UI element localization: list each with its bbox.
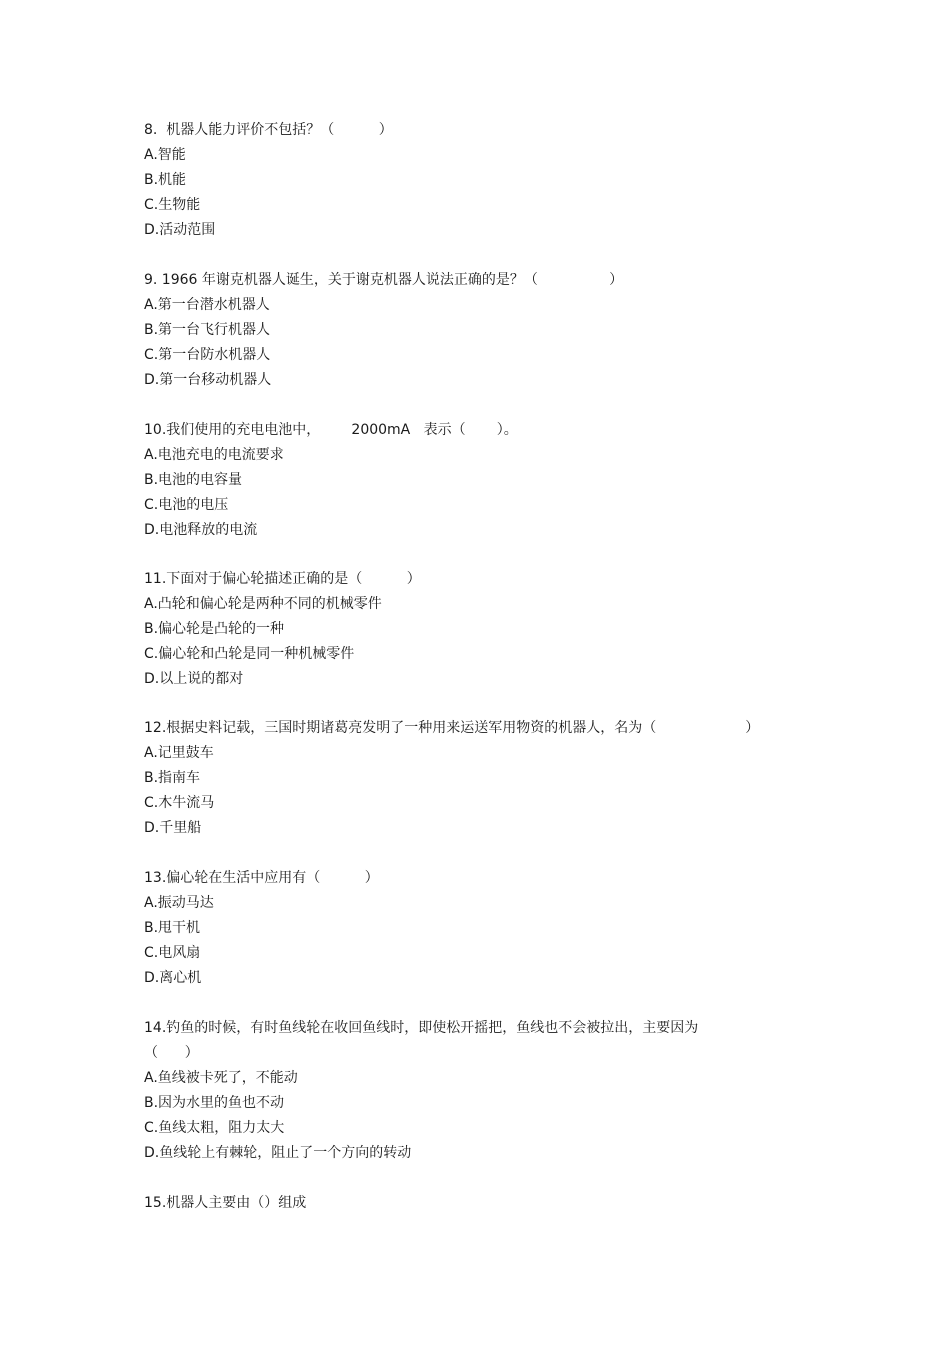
question-text: 13.偏心轮在生活中应用有（ ） [144, 870, 379, 886]
answer-option: A.记里鼓车 [144, 745, 214, 761]
answer-option: B.电池的电容量 [144, 472, 243, 488]
answer-option: D.以上说的都对 [144, 671, 244, 687]
answer-option: B.因为水里的鱼也不动 [144, 1095, 285, 1111]
answer-option: A.电池充电的电流要求 [144, 447, 284, 463]
answer-option: D.电池释放的电流 [144, 522, 258, 538]
answer-option: C.偏心轮和凸轮是同一种机械零件 [144, 646, 355, 662]
question-text: 8. 机器人能力评价不包括？（ ） [144, 122, 393, 138]
answer-option: D.千里船 [144, 820, 202, 836]
question-text: （ ） [144, 1045, 199, 1061]
answer-option: C.鱼线太粗，阻力太大 [144, 1120, 285, 1136]
question-text: 9. 1966 年谢克机器人诞生，关于谢克机器人说法正确的是？（ ） [144, 272, 624, 288]
answer-option: C.电风扇 [144, 945, 201, 961]
answer-option: A.智能 [144, 147, 186, 163]
answer-option: A.第一台潜水机器人 [144, 297, 270, 313]
answer-option: B.甩干机 [144, 920, 201, 936]
answer-option: B.指南车 [144, 770, 201, 786]
answer-option: B.偏心轮是凸轮的一种 [144, 621, 285, 637]
answer-option: B.机能 [144, 172, 187, 188]
answer-option: D.鱼线轮上有棘轮，阻止了一个方向的转动 [144, 1145, 412, 1161]
question-text: 10.我们使用的充电电池中， 2000mA 表示（ ）。 [144, 422, 518, 438]
answer-option: A.鱼线被卡死了，不能动 [144, 1070, 298, 1086]
answer-option: D.第一台移动机器人 [144, 372, 272, 388]
question-text: 15.机器人主要由（）组成 [144, 1195, 307, 1211]
answer-option: D.离心机 [144, 970, 202, 986]
answer-option: C.生物能 [144, 197, 201, 213]
answer-option: A.振动马达 [144, 895, 214, 911]
question-text: 12.根据史料记载，三国时期诸葛亮发明了一种用来运送军用物资的机器人，名为（ ） [144, 720, 760, 736]
answer-option: C.第一台防水机器人 [144, 347, 271, 363]
question-text: 11.下面对于偏心轮描述正确的是（ ） [144, 571, 421, 587]
answer-option: D.活动范围 [144, 222, 216, 238]
answer-option: C.电池的电压 [144, 497, 229, 513]
answer-option: C.木牛流马 [144, 795, 215, 811]
question-text: 14.钓鱼的时候，有时鱼线轮在收回鱼线时，即使松开摇把，鱼线也不会被拉出，主要因为 [144, 1020, 699, 1036]
answer-option: B.第一台飞行机器人 [144, 322, 271, 338]
answer-option: A.凸轮和偏心轮是两种不同的机械零件 [144, 596, 382, 612]
